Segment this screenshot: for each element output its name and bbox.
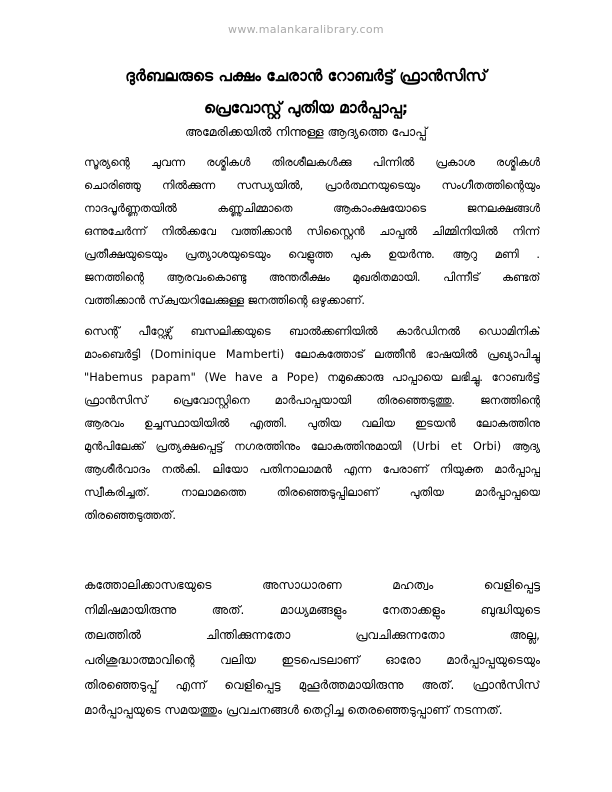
paragraph-2 <box>84 320 540 527</box>
paragraph-line: ഒന്നുചേർന്ന് നിൽക്കവേ വത്തിക്കാൻ സിസ്റ്റൈൻ ചാപ്പൽ ചിമ്മിനിയിൽ നിന്ന് <box>84 225 540 238</box>
paragraph-line: തലത്തിൽ ചിന്തിക്കുന്നതോ പ്രവചിക്കുന്നതോ അല്ല, <box>84 628 540 642</box>
paragraph-line: മുൻപിലേക്ക് പ്രത്യക്ഷപ്പെട്ട് നഗരത്തിനും ലോകത്തിനുമായി (Urbi et Orbi) ആദ്യ <box>84 440 540 453</box>
paragraph-line: നാദപൂർണ്ണതയിൽ കണ്ണുചിമ്മാതെ ആകാംക്ഷയോടെ ജനലക്ഷങ്ങൾ <box>84 202 540 215</box>
article-title-line-2: പ്രെവോസ്റ്റ് പുതിയ മാർപ്പാപ്പ; <box>203 99 409 117</box>
paragraph-line: സ്വീകരിച്ചത്. നാലാമത്തെ തിരഞ്ഞെടുപ്പിലാണ് പുതിയ മാർപ്പാപ്പയെ <box>84 486 540 499</box>
article-subtitle: അമേരിക്കയിൽ നിന്നുള്ള ആദ്യത്തെ പോപ്പ് <box>185 124 427 139</box>
paragraph-line: ചൊരിഞ്ഞു നിൽക്കുന്ന സന്ധ്യയിൽ, പ്രാർത്ഥനയുടെയും സംഗീതത്തിന്റെയും <box>84 179 540 192</box>
paragraph-line: പരിശുദ്ധാത്മാവിന്റെ വലിയ ഇടപെടലാണ് ഓരോ മാർപ്പാപ്പയുടെയും <box>84 653 540 667</box>
site-watermark: www.malankaralibrary.com <box>228 23 384 36</box>
paragraph-line: വത്തിക്കാൻ സ്‌ക്വയറിലേക്കുള്ള ജനത്തിന്റെ ഒഴുക്കാണ്. <box>84 294 366 307</box>
paragraph-3 <box>84 573 540 723</box>
paragraph-line: മാംബെർട്ടി (Dominique Mamberti) ലോകത്തോട് ലത്തീൻ ഭാഷയിൽ പ്രഖ്യാപിച്ചു <box>84 348 540 361</box>
paragraph-line: തിരഞ്ഞെടുപ്പ് എന്ന് വെളിപ്പെട്ട മുഹൂർത്തമായിരുന്നു അത്. ഫ്രാൻസിസ് <box>84 678 540 692</box>
paragraph-line: "Habemus papam" (We have a Pope) നമുക്കൊരു പാപ്പായെ ലഭിച്ചു. റോബർട്ട് <box>84 371 540 384</box>
paragraph-line: ആശീർവാദം നൽകി. ലിയോ പതിനാലാമൻ എന്ന പേരാണ് നിയുക്ത മാർപ്പാപ്പ <box>84 463 540 476</box>
paragraph-line: തിരഞ്ഞെടുത്തത്. <box>84 509 176 522</box>
paragraph-line: ജനത്തിന്റെ ആരവംകൊണ്ടു അന്തരീക്ഷം മുഖരിതമായി. പിന്നീട് കണ്ടത് <box>84 271 540 284</box>
paragraph-line: പ്രതീക്ഷയുടെയും പ്രത്യാശയുടെയും വെളുത്ത പുക ഉയർന്നു. ആറു മണി . <box>84 248 540 261</box>
paragraph-1 <box>84 151 540 312</box>
paragraph-line: നിമിഷമായിരുന്നു അത്. മാധ്യമങ്ങളും നേതാക്കളും ബുദ്ധിയുടെ <box>84 603 540 617</box>
paragraph-line: മാർപ്പാപ്പയുടെ സമയത്തും പ്രവചനങ്ങൾ തെറ്റിച്ച തെരഞ്ഞെടുപ്പാണ് നടന്നത്. <box>84 703 503 717</box>
paragraph-line: കത്തോലിക്കാസഭയുടെ അസാധാരണ മഹത്വം വെളിപ്പെട്ട <box>84 578 540 592</box>
paragraph-line: ആരവം ഉച്ചസ്ഥായിയിൽ എത്തി. പുതിയ വലിയ ഇടയൻ ലോകത്തിനു <box>84 417 540 430</box>
paragraph-line: സൂര്യന്റെ ചുവന്ന രശ്മികൾ തിരശീലകൾക്കു പിന്നിൽ പ്രകാശ രശ്മികൾ <box>84 156 540 169</box>
paragraph-line: സെന്റ് പീറ്റേഴ്സ് ബസലിക്കയുടെ ബാൽക്കണിയിൽ കാർഡിനൽ ഡൊമിനിക് <box>84 325 540 338</box>
paragraph-line: ഫ്രാൻസിസ് പ്രെവോസ്റ്റിനെ മാർപാപ്പയായി തിരഞ്ഞെടുത്തു. ജനത്തിന്റെ <box>84 394 540 407</box>
article-title-line-1: ദുർബലരുടെ പക്ഷം ചേരാൻ റോബർട്ട് ഫ്രാൻസിസ് <box>125 67 487 85</box>
